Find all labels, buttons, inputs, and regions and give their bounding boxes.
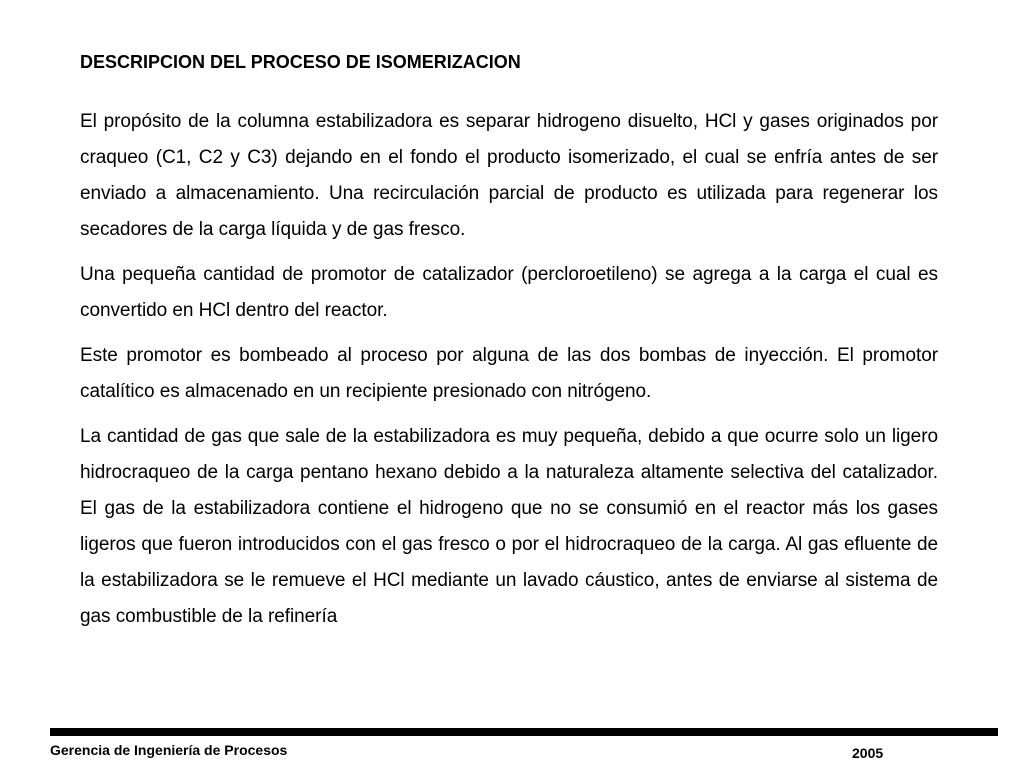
slide-title: DESCRIPCION DEL PROCESO DE ISOMERIZACION (80, 52, 521, 72)
paragraph-stabilizer-gas: La cantidad de gas que sale de la estabilizadora es muy pequeña, debido a que ocurre solo un ligero hidrocraqueo de la carga pentano hexano debido a la naturaleza altamente selectiva del catalizador. El gas de la estabilizadora contiene el hidrogeno que no se consumió en el reactor más los gases ligeros que fueron introducidos con el gas fresco o por el hidrocraqueo de la carga. Al gas efluente de la estabilizadora se le remueve el HCl mediante un lavado cáustico, antes de enviarse al sistema de gas combustible de la refinería (80, 426, 938, 627)
footer-year: 2005 (852, 745, 884, 761)
footer-divider (50, 728, 998, 736)
footer-department: Gerencia de Ingeniería de Procesos (50, 742, 288, 758)
paragraph-catalyst-promoter: Una pequeña cantidad de promotor de catalizador (percloroetileno) se agrega a la carga el cual es convertido en HCl dentro del reactor. (80, 264, 938, 321)
paragraph-injection-pumps: Este promotor es bombeado al proceso por alguna de las dos bombas de inyección. El promotor catalítico es almacenado en un recipiente presionado con nitrógeno. (80, 345, 938, 402)
paragraph-stabilizer-purpose: El propósito de la columna estabilizadora es separar hidrogeno disuelto, HCl y gases originados por craqueo (C1, C2 y C3) dejando en el fondo el producto isomerizado, el cual se enfría antes de ser enviado a almacenamiento. Una recirculación parcial de producto es utilizada para regenerar los secadores de la carga líquida y de gas fresco. (80, 111, 938, 240)
slide-body (80, 104, 938, 644)
